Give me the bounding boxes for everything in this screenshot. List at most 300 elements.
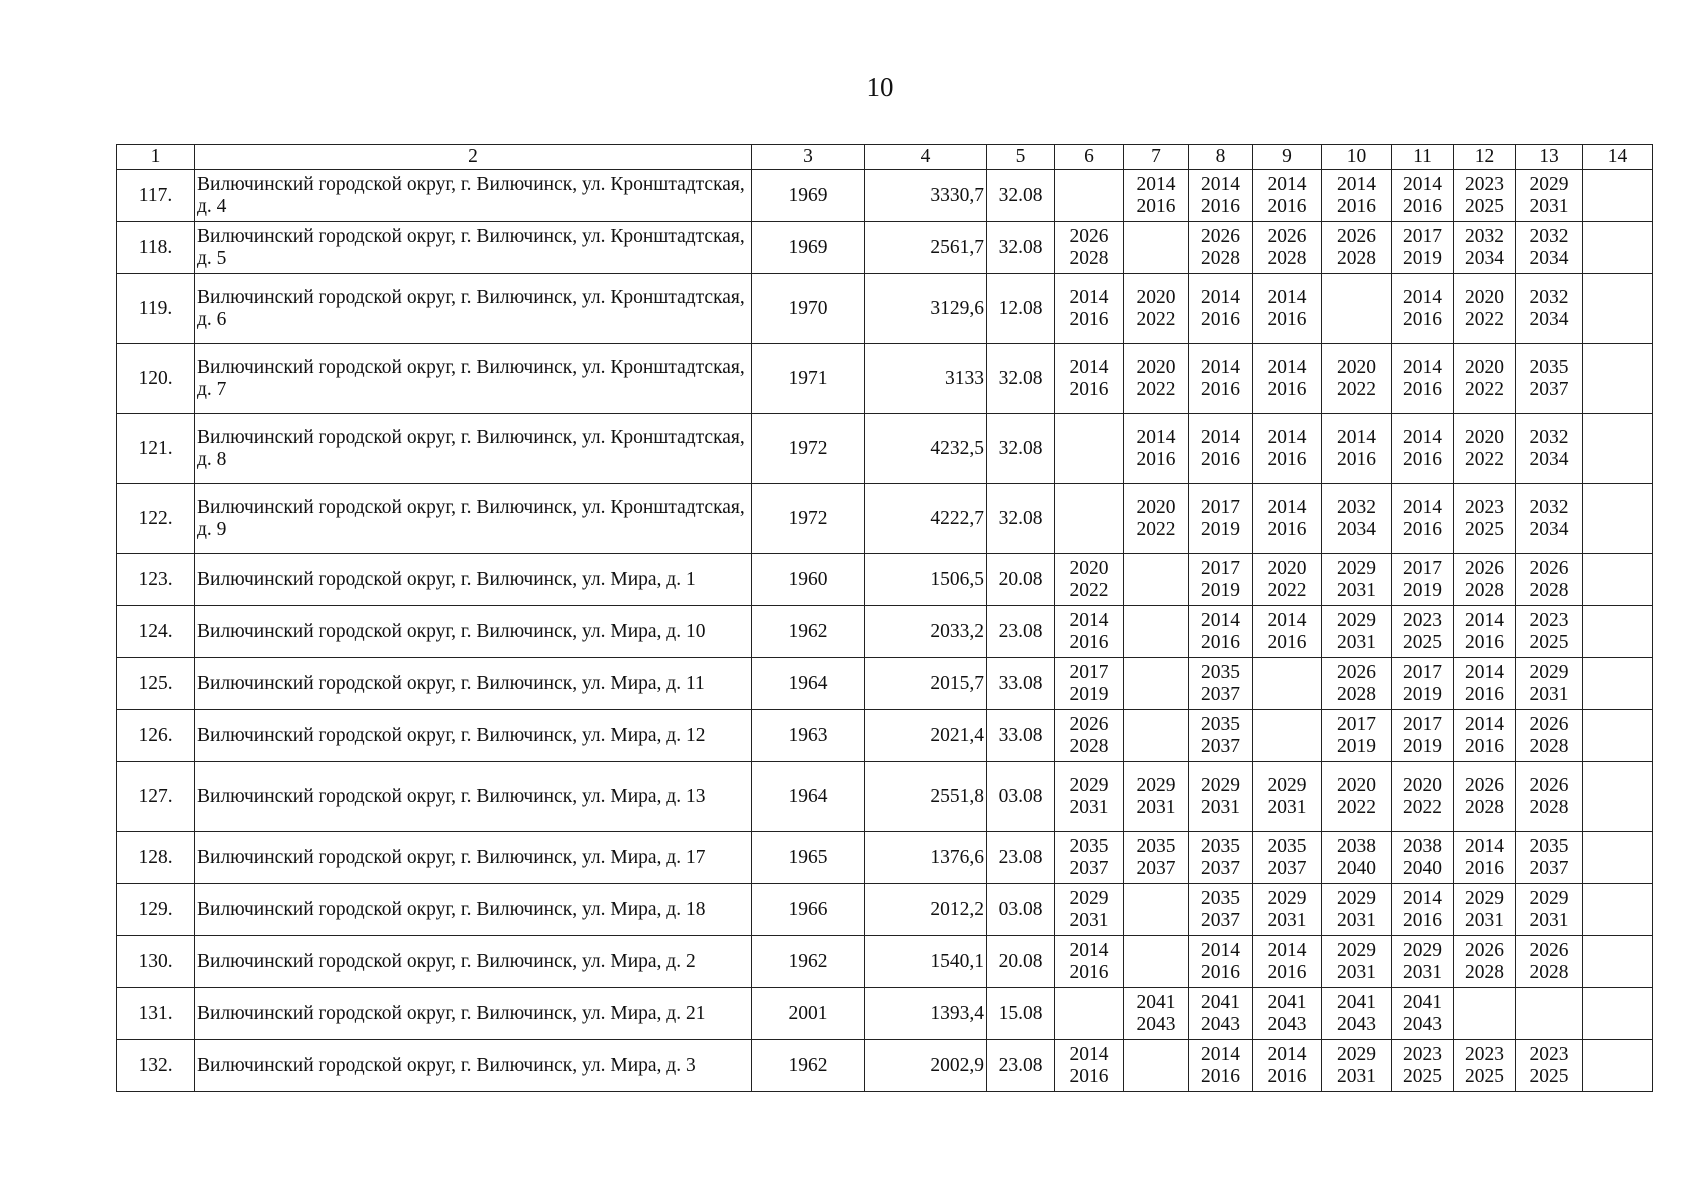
period-cell [1055, 344, 1124, 414]
period-cell [1392, 936, 1454, 988]
year-built-cell: 1960 [752, 554, 865, 606]
period-cell [1189, 762, 1253, 832]
period-cell [1055, 554, 1124, 606]
period-cell [1583, 606, 1653, 658]
year-value: 2029 [1069, 887, 1109, 909]
year-value: 2023 [1529, 609, 1569, 631]
year-value: 2029 [1529, 887, 1569, 909]
period-cell [1454, 344, 1516, 414]
year-built-cell: 1969 [752, 170, 865, 222]
address-cell: Вилючинский городской округ, г. Вилючинск, ул. Кронштадтская, д. 8 [195, 414, 752, 484]
period-cell [1055, 832, 1124, 884]
period-cell [1392, 710, 1454, 762]
area-cell: 2012,2 [865, 884, 987, 936]
period-cell [1189, 554, 1253, 606]
year-value: 2028 [1529, 579, 1569, 601]
address-cell: Вилючинский городской округ, г. Вилючинск, ул. Кронштадтская, д. 9 [195, 484, 752, 554]
year-value: 2014 [1403, 426, 1442, 448]
year-value: 2037 [1201, 857, 1240, 879]
period-cell [1055, 414, 1124, 484]
year-value: 2014 [1201, 356, 1240, 378]
period-cell [1392, 344, 1454, 414]
year-value: 2031 [1201, 796, 1240, 818]
area-cell: 2021,4 [865, 710, 987, 762]
repair-schedule-table [116, 144, 1653, 1092]
year-value: 2031 [1069, 796, 1109, 818]
year-value: 2014 [1201, 939, 1240, 961]
period-cell [1124, 710, 1189, 762]
year-value: 2031 [1136, 796, 1176, 818]
table-row [117, 1040, 1653, 1092]
year-built-cell: 1964 [752, 658, 865, 710]
year-value: 2016 [1069, 961, 1109, 983]
period-cell [1322, 658, 1392, 710]
year-value: 2022 [1337, 378, 1376, 400]
table-row [117, 606, 1653, 658]
period-cell [1583, 484, 1653, 554]
period-cell [1516, 988, 1583, 1040]
year-value: 2026 [1069, 713, 1109, 735]
year-value: 2034 [1529, 518, 1569, 540]
period-cell [1322, 988, 1392, 1040]
period-cell [1392, 554, 1454, 606]
year-built-cell: 1963 [752, 710, 865, 762]
period-cell [1253, 344, 1322, 414]
period-cell [1124, 414, 1189, 484]
period-cell [1516, 710, 1583, 762]
period-cell [1124, 344, 1189, 414]
period-cell [1189, 884, 1253, 936]
period-cell [1055, 710, 1124, 762]
period-cell [1124, 658, 1189, 710]
year-value: 2014 [1201, 609, 1240, 631]
column-header: 12 [1454, 145, 1516, 170]
table-row [117, 170, 1653, 222]
year-value: 2016 [1267, 961, 1307, 983]
year-value: 2016 [1465, 683, 1504, 705]
period-cell [1253, 274, 1322, 344]
period-cell [1253, 884, 1322, 936]
year-value: 2037 [1136, 857, 1176, 879]
period-cell [1253, 414, 1322, 484]
table-row [117, 484, 1653, 554]
year-value: 2014 [1201, 426, 1240, 448]
year-value: 2016 [1403, 308, 1442, 330]
year-value: 2022 [1465, 378, 1504, 400]
period-cell [1124, 988, 1189, 1040]
year-value: 2031 [1465, 909, 1504, 931]
year-value: 2035 [1529, 835, 1569, 857]
period-cell [1253, 606, 1322, 658]
year-value: 2017 [1403, 661, 1442, 683]
year-value: 2028 [1465, 796, 1504, 818]
year-value: 2026 [1337, 661, 1376, 683]
area-cell: 3129,6 [865, 274, 987, 344]
year-built-cell: 1969 [752, 222, 865, 274]
period-cell [1516, 606, 1583, 658]
year-value: 2014 [1267, 496, 1307, 518]
code-cell: 32.08 [987, 414, 1055, 484]
period-cell [1322, 606, 1392, 658]
period-cell [1189, 988, 1253, 1040]
period-cell [1454, 762, 1516, 832]
row-number: 121. [117, 414, 195, 484]
year-value: 2014 [1267, 356, 1307, 378]
period-cell [1055, 988, 1124, 1040]
year-value: 2014 [1403, 286, 1442, 308]
period-cell [1583, 936, 1653, 988]
row-number: 119. [117, 274, 195, 344]
year-value: 2026 [1465, 774, 1504, 796]
year-value: 2014 [1267, 1043, 1307, 1065]
year-value: 2026 [1529, 557, 1569, 579]
year-value: 2014 [1267, 286, 1307, 308]
year-value: 2038 [1403, 835, 1442, 857]
column-header: 1 [117, 145, 195, 170]
period-cell [1516, 762, 1583, 832]
year-value: 2029 [1529, 173, 1569, 195]
table-row [117, 222, 1653, 274]
period-cell [1516, 832, 1583, 884]
area-cell: 1540,1 [865, 936, 987, 988]
year-value: 2016 [1403, 378, 1442, 400]
period-cell [1454, 554, 1516, 606]
year-value: 2014 [1403, 496, 1442, 518]
year-value: 2014 [1201, 1043, 1240, 1065]
year-value: 2014 [1069, 939, 1109, 961]
year-value: 2022 [1465, 308, 1504, 330]
year-value: 2043 [1403, 1013, 1442, 1035]
code-cell: 23.08 [987, 832, 1055, 884]
year-value: 2029 [1267, 774, 1307, 796]
year-value: 2034 [1465, 247, 1504, 269]
year-value: 2016 [1465, 631, 1504, 653]
year-value: 2029 [1465, 887, 1504, 909]
area-cell: 2002,9 [865, 1040, 987, 1092]
period-cell [1124, 936, 1189, 988]
table-row [117, 414, 1653, 484]
period-cell [1322, 484, 1392, 554]
period-cell [1454, 936, 1516, 988]
address-cell: Вилючинский городской округ, г. Вилючинск, ул. Мира, д. 18 [195, 884, 752, 936]
row-number: 123. [117, 554, 195, 606]
period-cell [1454, 274, 1516, 344]
period-cell [1583, 222, 1653, 274]
year-built-cell: 1962 [752, 936, 865, 988]
year-value: 2022 [1403, 796, 1442, 818]
year-built-cell: 2001 [752, 988, 865, 1040]
year-value: 2041 [1403, 991, 1442, 1013]
year-value: 2014 [1267, 426, 1307, 448]
period-cell [1516, 658, 1583, 710]
code-cell: 15.08 [987, 988, 1055, 1040]
period-cell [1516, 344, 1583, 414]
year-built-cell: 1971 [752, 344, 865, 414]
period-cell [1124, 484, 1189, 554]
year-value: 2031 [1267, 796, 1307, 818]
address-cell: Вилючинский городской округ, г. Вилючинск, ул. Мира, д. 10 [195, 606, 752, 658]
code-cell: 20.08 [987, 554, 1055, 606]
year-value: 2016 [1267, 1065, 1307, 1087]
year-value: 2016 [1465, 735, 1504, 757]
period-cell [1516, 1040, 1583, 1092]
code-cell: 20.08 [987, 936, 1055, 988]
year-value: 2014 [1069, 356, 1109, 378]
year-value: 2016 [1403, 909, 1442, 931]
row-number: 131. [117, 988, 195, 1040]
code-cell: 33.08 [987, 658, 1055, 710]
period-cell [1516, 274, 1583, 344]
year-value: 2028 [1201, 247, 1240, 269]
year-value: 2032 [1337, 496, 1376, 518]
period-cell [1583, 274, 1653, 344]
period-cell [1583, 884, 1653, 936]
year-value: 2032 [1529, 286, 1569, 308]
period-cell [1583, 1040, 1653, 1092]
period-cell [1392, 1040, 1454, 1092]
code-cell: 32.08 [987, 222, 1055, 274]
row-number: 120. [117, 344, 195, 414]
year-value: 2019 [1069, 683, 1109, 705]
year-value: 2041 [1337, 991, 1376, 1013]
period-cell [1253, 484, 1322, 554]
code-cell: 23.08 [987, 1040, 1055, 1092]
period-cell [1322, 222, 1392, 274]
area-cell: 1376,6 [865, 832, 987, 884]
year-value: 2014 [1069, 1043, 1109, 1065]
year-value: 2019 [1337, 735, 1376, 757]
table-row [117, 554, 1653, 606]
year-value: 2035 [1201, 835, 1240, 857]
area-cell: 2033,2 [865, 606, 987, 658]
year-value: 2014 [1403, 356, 1442, 378]
column-header: 10 [1322, 145, 1392, 170]
year-value: 2043 [1201, 1013, 1240, 1035]
year-value: 2025 [1465, 518, 1504, 540]
year-value: 2032 [1529, 426, 1569, 448]
year-value: 2016 [1069, 1065, 1109, 1087]
year-value: 2020 [1136, 496, 1176, 518]
period-cell [1055, 1040, 1124, 1092]
period-cell [1055, 222, 1124, 274]
address-cell: Вилючинский городской округ, г. Вилючинск, ул. Мира, д. 2 [195, 936, 752, 988]
year-value: 2016 [1403, 448, 1442, 470]
year-value: 2034 [1529, 308, 1569, 330]
period-cell [1253, 1040, 1322, 1092]
period-cell [1454, 1040, 1516, 1092]
year-value: 2023 [1529, 1043, 1569, 1065]
year-value: 2026 [1201, 225, 1240, 247]
year-value: 2014 [1337, 426, 1376, 448]
column-header: 4 [865, 145, 987, 170]
year-value: 2029 [1069, 774, 1109, 796]
column-header: 11 [1392, 145, 1454, 170]
year-value: 2037 [1529, 378, 1569, 400]
area-cell: 3330,7 [865, 170, 987, 222]
table-row [117, 762, 1653, 832]
code-cell: 33.08 [987, 710, 1055, 762]
year-value: 2014 [1267, 609, 1307, 631]
year-value: 2016 [1201, 378, 1240, 400]
year-value: 2026 [1529, 774, 1569, 796]
address-cell: Вилючинский городской округ, г. Вилючинск, ул. Мира, д. 12 [195, 710, 752, 762]
period-cell [1516, 484, 1583, 554]
column-header: 5 [987, 145, 1055, 170]
period-cell [1253, 554, 1322, 606]
table-row [117, 988, 1653, 1040]
period-cell [1322, 274, 1392, 344]
year-value: 2029 [1136, 774, 1176, 796]
period-cell [1322, 414, 1392, 484]
year-value: 2014 [1465, 661, 1504, 683]
period-cell [1392, 762, 1454, 832]
year-built-cell: 1972 [752, 484, 865, 554]
year-value: 2019 [1403, 579, 1442, 601]
period-cell [1322, 832, 1392, 884]
area-cell: 2551,8 [865, 762, 987, 832]
row-number: 118. [117, 222, 195, 274]
year-value: 2032 [1529, 225, 1569, 247]
year-value: 2023 [1403, 609, 1442, 631]
column-header: 3 [752, 145, 865, 170]
year-built-cell: 1972 [752, 414, 865, 484]
page-number: 10 [866, 72, 894, 102]
column-header: 8 [1189, 145, 1253, 170]
year-value: 2016 [1267, 195, 1307, 217]
year-value: 2029 [1337, 557, 1376, 579]
period-cell [1392, 988, 1454, 1040]
period-cell [1454, 884, 1516, 936]
code-cell: 32.08 [987, 170, 1055, 222]
year-value: 2034 [1337, 518, 1376, 540]
year-value: 2031 [1529, 909, 1569, 931]
year-value: 2025 [1529, 631, 1569, 653]
period-cell [1189, 222, 1253, 274]
year-value: 2016 [1403, 195, 1442, 217]
column-header: 9 [1253, 145, 1322, 170]
year-value: 2016 [1136, 448, 1176, 470]
code-cell: 23.08 [987, 606, 1055, 658]
year-value: 2025 [1529, 1065, 1569, 1087]
year-value: 2026 [1337, 225, 1376, 247]
row-number: 129. [117, 884, 195, 936]
year-value: 2023 [1403, 1043, 1442, 1065]
period-cell [1189, 170, 1253, 222]
period-cell [1392, 274, 1454, 344]
period-cell [1516, 414, 1583, 484]
period-cell [1583, 988, 1653, 1040]
year-value: 2017 [1069, 661, 1109, 683]
year-value: 2035 [1069, 835, 1109, 857]
year-value: 2014 [1201, 173, 1240, 195]
year-value: 2028 [1465, 961, 1504, 983]
period-cell [1253, 658, 1322, 710]
period-cell [1189, 658, 1253, 710]
period-cell [1583, 554, 1653, 606]
year-value: 2025 [1465, 195, 1504, 217]
column-header: 14 [1583, 145, 1653, 170]
address-cell: Вилючинский городской округ, г. Вилючинск, ул. Мира, д. 1 [195, 554, 752, 606]
column-header: 7 [1124, 145, 1189, 170]
period-cell [1516, 554, 1583, 606]
period-cell [1189, 606, 1253, 658]
year-value: 2028 [1069, 247, 1109, 269]
year-value: 2028 [1529, 735, 1569, 757]
period-cell [1322, 710, 1392, 762]
year-value: 2014 [1267, 173, 1307, 195]
year-value: 2020 [1465, 426, 1504, 448]
year-value: 2028 [1337, 683, 1376, 705]
year-value: 2016 [1337, 448, 1376, 470]
period-cell [1253, 222, 1322, 274]
address-cell: Вилючинский городской округ, г. Вилючинск, ул. Кронштадтская, д. 4 [195, 170, 752, 222]
year-value: 2016 [1201, 1065, 1240, 1087]
year-value: 2020 [1136, 356, 1176, 378]
year-built-cell: 1962 [752, 606, 865, 658]
period-cell [1583, 344, 1653, 414]
period-cell [1322, 1040, 1392, 1092]
year-value: 2016 [1201, 308, 1240, 330]
area-cell: 4222,7 [865, 484, 987, 554]
year-value: 2029 [1337, 939, 1376, 961]
period-cell [1322, 936, 1392, 988]
period-cell [1055, 884, 1124, 936]
period-cell [1124, 274, 1189, 344]
year-value: 2020 [1465, 286, 1504, 308]
period-cell [1516, 936, 1583, 988]
year-value: 2037 [1529, 857, 1569, 879]
period-cell [1392, 484, 1454, 554]
area-cell: 3133 [865, 344, 987, 414]
year-value: 2028 [1069, 735, 1109, 757]
code-cell: 03.08 [987, 884, 1055, 936]
table-row [117, 344, 1653, 414]
year-value: 2041 [1136, 991, 1176, 1013]
year-value: 2043 [1136, 1013, 1176, 1035]
year-value: 2014 [1136, 426, 1176, 448]
period-cell [1392, 884, 1454, 936]
year-value: 2014 [1465, 835, 1504, 857]
period-cell [1454, 658, 1516, 710]
period-cell [1055, 658, 1124, 710]
address-cell: Вилючинский городской округ, г. Вилючинск, ул. Мира, д. 13 [195, 762, 752, 832]
year-value: 2019 [1403, 683, 1442, 705]
period-cell [1124, 606, 1189, 658]
period-cell [1583, 832, 1653, 884]
year-value: 2035 [1201, 887, 1240, 909]
year-value: 2026 [1465, 557, 1504, 579]
year-value: 2014 [1403, 887, 1442, 909]
column-header: 13 [1516, 145, 1583, 170]
year-value: 2029 [1267, 887, 1307, 909]
table-row [117, 658, 1653, 710]
year-value: 2019 [1403, 247, 1442, 269]
year-value: 2016 [1403, 518, 1442, 540]
year-value: 2016 [1069, 378, 1109, 400]
year-value: 2034 [1529, 247, 1569, 269]
year-value: 2031 [1337, 631, 1376, 653]
year-value: 2037 [1201, 683, 1240, 705]
row-number: 122. [117, 484, 195, 554]
period-cell [1124, 884, 1189, 936]
code-cell: 12.08 [987, 274, 1055, 344]
year-value: 2022 [1069, 579, 1109, 601]
year-value: 2031 [1337, 961, 1376, 983]
year-value: 2028 [1337, 247, 1376, 269]
year-value: 2014 [1136, 173, 1176, 195]
year-value: 2014 [1403, 173, 1442, 195]
code-cell: 32.08 [987, 484, 1055, 554]
